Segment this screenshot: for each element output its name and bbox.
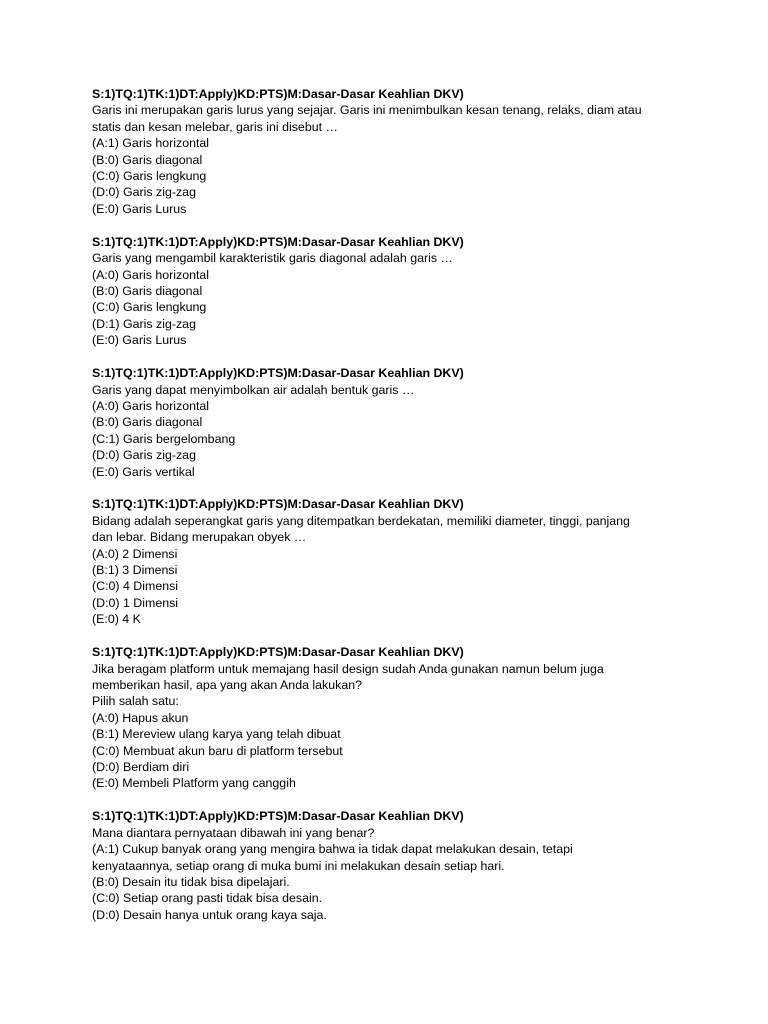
answer-option: kenyataannya, setiap orang di muka bumi ini melakukan desain setiap hari. (92, 858, 505, 873)
question-text: Bidang adalah seperangkat garis yang ditempatkan berdekatan, memiliki diameter, tinggi, panjang (92, 513, 630, 528)
answer-option: (E:0) 4 K (92, 612, 141, 627)
question-text: statis dan kesan melebar, garis ini disebut … (92, 119, 338, 134)
answer-option: (A:1) Garis horizontal (92, 136, 210, 151)
answer-option: (A:0) Hapus akun (92, 710, 189, 725)
answer-option: (E:0) Garis Lurus (92, 333, 187, 348)
question-block (92, 644, 692, 792)
question-text: Mana diantara pernyataan dibawah ini yang benar? (92, 825, 375, 840)
question-header: S:1)TQ:1)TK:1)DT:Apply)KD:PTS)M:Dasar-Dasar Keahlian DKV) (92, 234, 464, 249)
answer-option: (D:0) Desain hanya untuk orang kaya saja. (92, 907, 327, 922)
question-header: S:1)TQ:1)TK:1)DT:Apply)KD:PTS)M:Dasar-Dasar Keahlian DKV) (92, 366, 464, 381)
question-header: S:1)TQ:1)TK:1)DT:Apply)KD:PTS)M:Dasar-Dasar Keahlian DKV) (92, 497, 464, 512)
answer-option: (D:0) 1 Dimensi (92, 595, 179, 610)
answer-option: (B:1) Mereview ulang karya yang telah dibuat (92, 727, 341, 742)
document-page (92, 86, 692, 940)
answer-option: (A:0) Garis horizontal (92, 267, 210, 282)
answer-option: (C:0) Membuat akun baru di platform tersebut (92, 743, 343, 758)
answer-option: (B:0) Desain itu tidak bisa dipelajari. (92, 874, 290, 889)
question-block (92, 808, 692, 923)
answer-option: (C:0) 4 Dimensi (92, 579, 179, 594)
question-header: S:1)TQ:1)TK:1)DT:Apply)KD:PTS)M:Dasar-Dasar Keahlian DKV) (92, 809, 464, 824)
question-block (92, 496, 692, 627)
answer-option: (E:0) Garis Lurus (92, 201, 187, 216)
answer-option: (B:0) Garis diagonal (92, 152, 203, 167)
question-text: dan lebar. Bidang merupakan obyek … (92, 530, 307, 545)
question-block (92, 234, 692, 349)
answer-option: (C:0) Garis lengkung (92, 300, 207, 315)
answer-option: (B:0) Garis diagonal (92, 283, 203, 298)
question-block (92, 365, 692, 480)
question-block (92, 86, 692, 217)
answer-option: (D:0) Garis zig-zag (92, 185, 196, 200)
question-text: Garis ini merupakan garis lurus yang sejajar. Garis ini menimbulkan kesan tenang, relaks, diam atau (92, 103, 642, 118)
answer-option: (C:0) Garis lengkung (92, 169, 207, 184)
question-text: memberikan hasil, apa yang akan Anda lakukan? (92, 678, 363, 692)
answer-option: (B:0) Garis diagonal (92, 415, 203, 430)
answer-option: (E:0) Membeli Platform yang canggih (92, 776, 296, 791)
answer-option: (D:0) Berdiam diri (92, 760, 190, 775)
answer-option: (E:0) Garis vertikal (92, 464, 195, 479)
question-text: Garis yang mengambil karakteristik garis diagonal adalah garis … (92, 251, 453, 266)
answer-option: (D:0) Garis zig-zag (92, 448, 196, 463)
answer-option: (C:1) Garis bergelombang (92, 431, 236, 446)
answer-option: (A:0) 2 Dimensi (92, 546, 178, 561)
question-text: Jika beragam platform untuk memajang hasil design sudah Anda gunakan namun belum juga (92, 661, 604, 676)
question-header: S:1)TQ:1)TK:1)DT:Apply)KD:PTS)M:Dasar-Dasar Keahlian DKV) (92, 645, 464, 660)
answer-option: (A:0) Garis horizontal (92, 398, 210, 413)
question-header: S:1)TQ:1)TK:1)DT:Apply)KD:PTS)M:Dasar-Dasar Keahlian DKV) (92, 87, 464, 101)
answer-option: (B:1) 3 Dimensi (92, 563, 178, 578)
question-text: Garis yang dapat menyimbolkan air adalah bentuk garis … (92, 382, 415, 397)
question-text: Pilih salah satu: (92, 694, 179, 709)
answer-option: (C:0) Setiap orang pasti tidak bisa desain. (92, 891, 323, 906)
answer-option: (A:1) Cukup banyak orang yang mengira bahwa ia tidak dapat melakukan desain, tetapi (92, 842, 573, 857)
answer-option: (D:1) Garis zig-zag (92, 316, 196, 331)
